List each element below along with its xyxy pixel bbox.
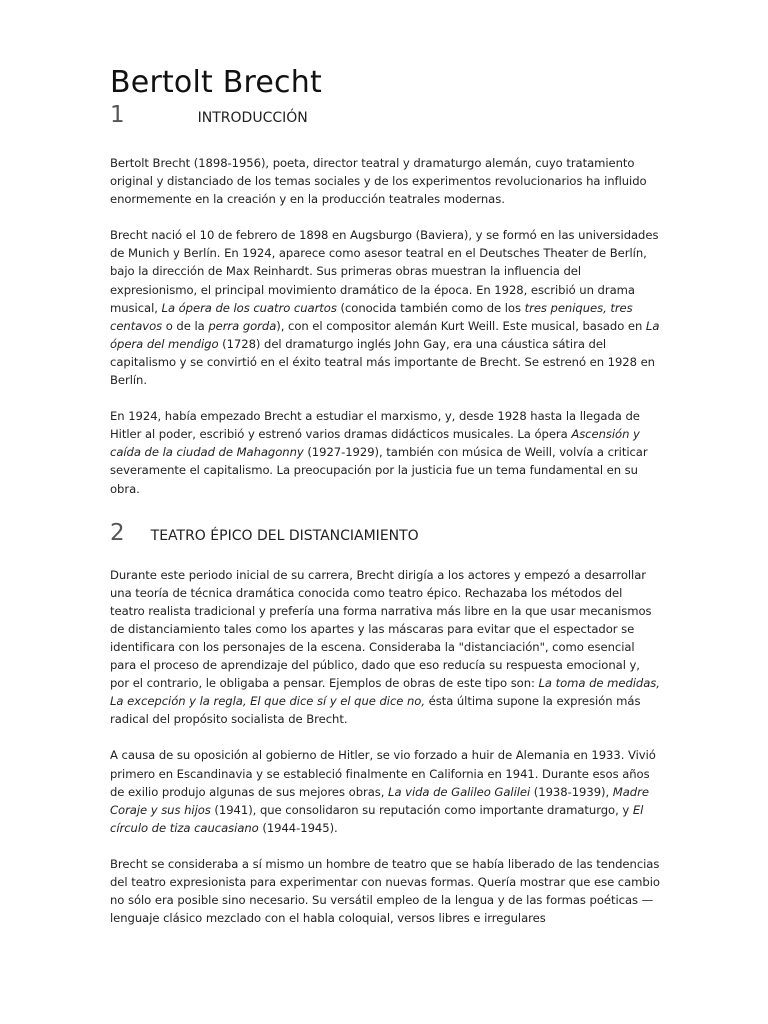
work-title: La ópera de los cuatro cuartos — [161, 300, 337, 315]
work-title: Ascensión y caída de la ciudad de Mahagonny — [110, 427, 640, 460]
section-number: 1 — [110, 102, 125, 128]
paragraph-6: Brecht se consideraba a sí mismo un hombre de teatro que se había liberado de las tendencias del teatro expresionista para experimentar con nuevas formas. Quería mostrar que ese cambio no sólo era posible sino necesario. Su versátil empleo de la lengua y de las formas poéticas —lenguaje clásico mezclado con el habla coloquial, versos libres e irregulares — [110, 856, 660, 926]
paragraph-text: ), con el compositor alemán Kurt Weill. Este musical, basado en — [276, 318, 646, 333]
paragraph-text: (1941), que consolidaron su reputación como importante dramaturgo, y — [210, 802, 633, 817]
work-title: perra gorda — [208, 318, 277, 333]
paragraph-text: A causa de su oposición al gobierno de Hitler, se vio forzado a huir de Alemania en 1933. Vivió primero en Escandinavia y se estableció finalmente en California en 1941. Durante esos años de exilio produjo algunas de sus mejores obras, — [110, 748, 656, 799]
paragraph-text: (1728) del dramaturgo inglés John Gay, era una cáustica sátira del capitalismo y se convirtió en el éxito teatral más importante de Brecht. Se estrenó en 1928 en Berlín. — [110, 336, 655, 388]
work-title: La toma de medidas, La excepción y la regla, El que dice sí y el que dice no, — [110, 676, 660, 709]
section-number: 2 — [110, 519, 125, 546]
work-title: Madre Coraje y sus hijos — [110, 784, 649, 817]
paragraph-text: Brecht nació el 10 de febrero de 1898 en Augsburgo (Baviera), y se formó en las universidades de Munich y Berlín. En 1924, aparece como asesor teatral en el Deutsches Theater de Berlín, bajo la dirección de Max Reinhardt. Sus primeras obras muestran la influencia del expresionismo, el principal movimiento dramático de la época. En 1928, escribió un drama musical, — [110, 228, 659, 315]
section-title: TEATRO ÉPICO DEL DISTANCIAMIENTO — [150, 527, 419, 544]
paragraph-3 — [110, 407, 660, 497]
document-title: Bertolt Brecht — [110, 65, 322, 100]
work-title: La vida de Galileo Galilei — [388, 784, 531, 799]
section-heading-2 — [110, 520, 660, 550]
paragraph-text: (1938-1939), — [530, 784, 613, 799]
paragraph-text: o de la — [162, 318, 209, 333]
paragraph-text: (1944-1945). — [258, 820, 338, 835]
paragraph-text: (1927-1929), también con música de Weill, volvía a criticar severamente el capitalismo. La preocupación por la justicia fue un tema fundamental en su obra. — [110, 445, 648, 496]
paragraph-text: (conocida también como de los — [336, 300, 525, 315]
paragraph-text: ésta última supone la expresión más radical del propósito socialista de Brecht. — [110, 694, 641, 727]
paragraph-1: Bertolt Brecht (1898-1956), poeta, director teatral y dramaturgo alemán, cuyo tratamiento original y distanciado de los temas sociales y de los experimentos revolucionarios ha influido enormemente en la creación y en la producción teatrales modernas. — [110, 156, 647, 207]
paragraph-text: En 1924, había empezado Brecht a estudiar el marxismo, y, desde 1928 hasta la llegada de Hitler al poder, escribió y estrenó varios dramas didácticos musicales. La ópera — [110, 409, 640, 442]
work-title: tres peniques, tres centavos — [110, 300, 633, 333]
work-title: El círculo de tiza caucasiano — [110, 802, 644, 835]
paragraph-5 — [110, 746, 660, 836]
paragraph-4 — [110, 566, 660, 729]
work-title: La ópera del mendigo — [110, 318, 660, 351]
paragraph-text: Durante este periodo inicial de su carrera, Brecht dirigía a los actores y empezó a desarrollar una teoría de técnica dramática conocida como teatro épico. Rechazaba los métodos del teatro realista tradicional y prefería una forma narrativa más libre en la que usar mecanismos de distanciamiento tales como los apartes y las máscaras para evitar que el espectador se identificara con los personajes de la escena. Consideraba la "distanciación", como esencial para el proceso de aprendizaje del público, dado que eso reducía su respuesta emocional y, por el contrario, le obligaba a pensar. Ejemplos de obras de este tipo son: — [110, 567, 652, 691]
document-page — [110, 62, 660, 927]
paragraph-2 — [110, 226, 660, 389]
section-heading-1 — [110, 102, 660, 132]
section-title: INTRODUCCIÓN — [197, 110, 308, 126]
